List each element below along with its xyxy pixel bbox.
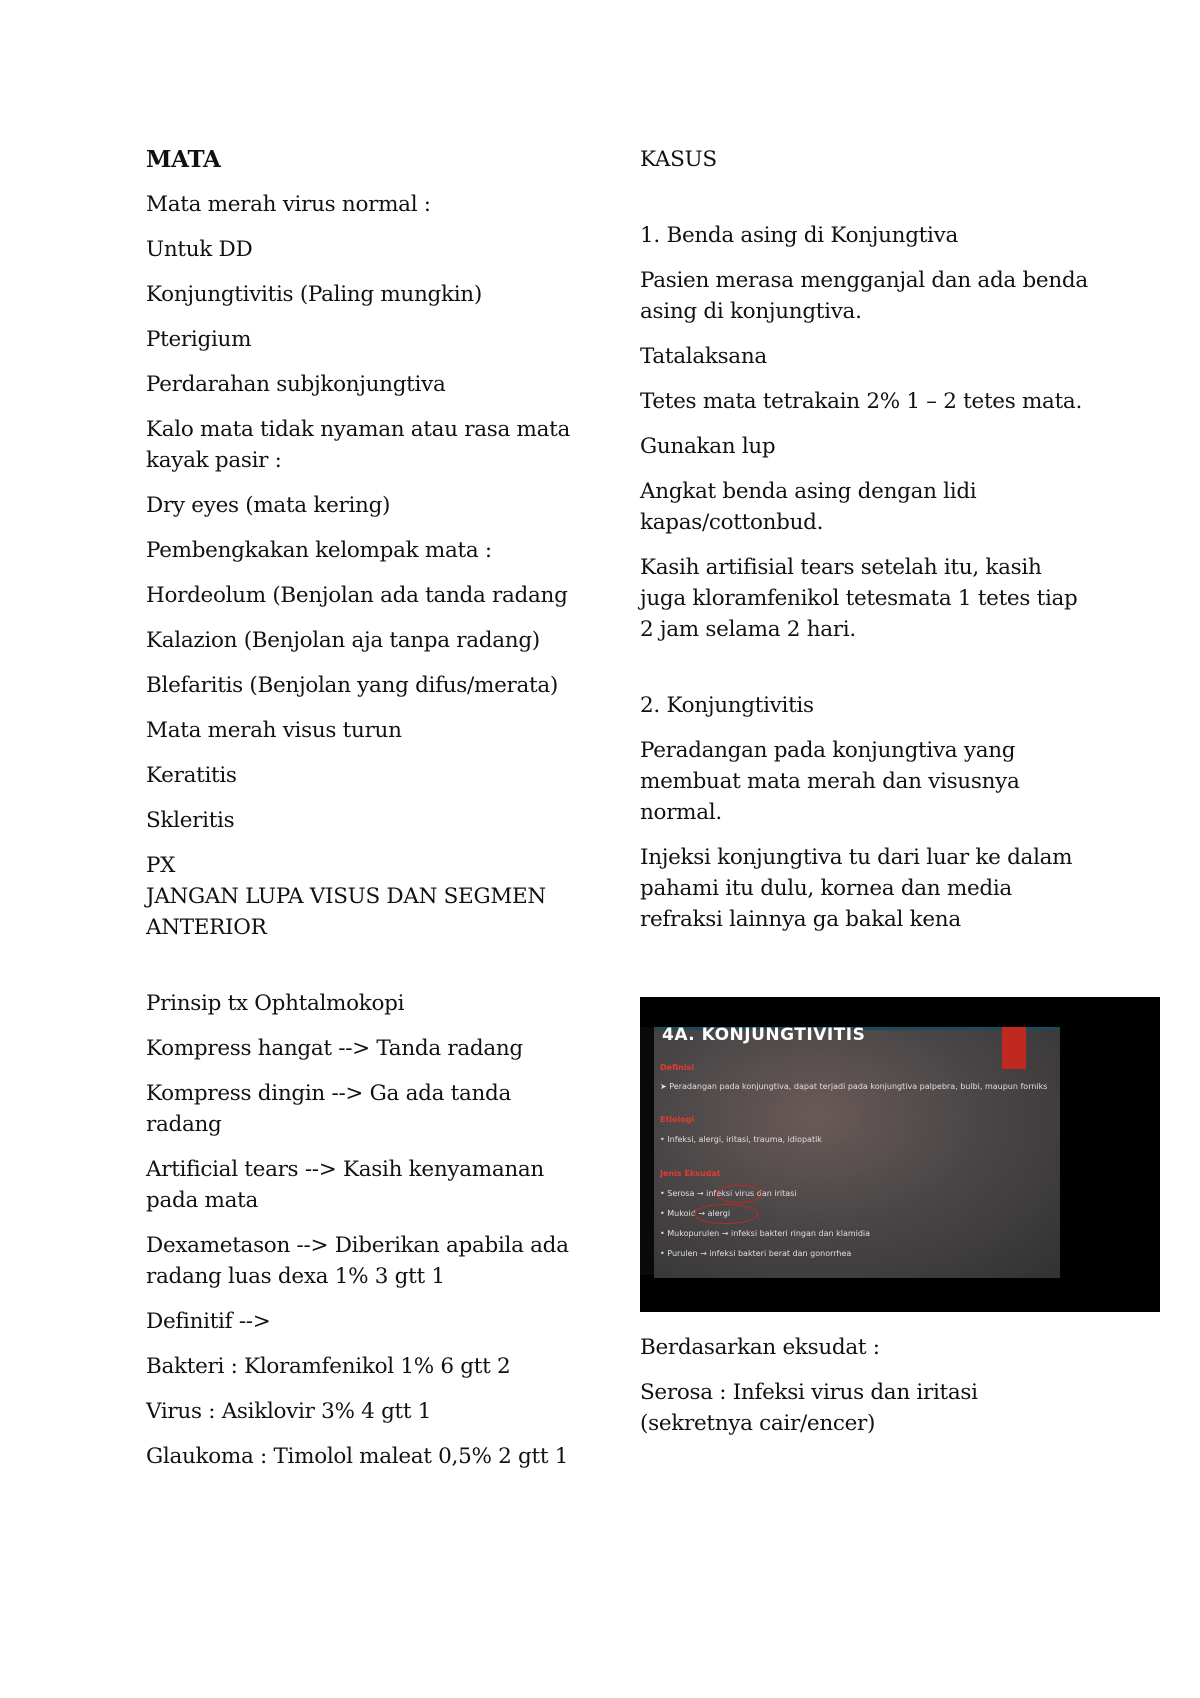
left-column xyxy=(146,144,586,1486)
case1-heading: 1. Benda asing di Konjungtiva xyxy=(640,223,958,248)
tx-line: Bakteri : Kloramfenikol 1% 6 gtt 2 xyxy=(146,1354,511,1379)
text-line: Mata merah virus normal : xyxy=(146,192,431,217)
spacer xyxy=(640,659,1090,690)
text-line: Mata merah visus turun xyxy=(146,718,402,743)
slide-background xyxy=(654,1027,1060,1278)
right-column xyxy=(640,144,1090,1453)
slide-heading: Etiologi xyxy=(660,1115,695,1124)
tx-line: Prinsip tx Ophtalmokopi xyxy=(146,991,405,1016)
slide-heading: Definisi xyxy=(660,1063,694,1072)
tx-line: Artificial tears --> Kasih kenyamanan pada mata xyxy=(146,1157,544,1213)
slide-line: ➤ Peradangan pada konjungtiva, dapat terjadi pada konjungtiva palpebra, bulbi, maupun forniks xyxy=(660,1082,1048,1091)
slide-screenshot xyxy=(640,997,1160,1312)
text-line: Hordeolum (Benjolan ada tanda radang xyxy=(146,583,568,608)
case1-line: Angkat benda asing dengan lidi kapas/cottonbud. xyxy=(640,479,977,535)
px-label: PX xyxy=(146,853,176,878)
text-line: Kalazion (Benjolan aja tanpa radang) xyxy=(146,628,540,653)
tx-line: Glaukoma : Timolol maleat 0,5% 2 gtt 1 xyxy=(146,1444,569,1469)
text-line: Perdarahan subjkonjungtiva xyxy=(146,372,446,397)
case1-line: Pasien merasa mengganjal dan ada benda asing di konjungtiva. xyxy=(640,268,1088,324)
slide-item: • Mukopurulen → infeksi bakteri ringan dan klamidia xyxy=(660,1229,871,1238)
slide-title: 4A. KONJUNGTIVITIS xyxy=(662,1025,866,1045)
case1-line: Kasih artifisial tears setelah itu, kasih juga kloramfenikol tetesmata 1 tetes tiap 2 jam selama 2 hari. xyxy=(640,555,1078,642)
case1-line: Tetes mata tetrakain 2% 1 – 2 tetes mata. xyxy=(640,389,1082,414)
case1-line: Tatalaksana xyxy=(640,344,767,369)
text-line: Kalo mata tidak nyaman atau rasa mata kayak pasir : xyxy=(146,417,570,473)
px-note: JANGAN LUPA VISUS DAN SEGMEN ANTERIOR xyxy=(146,884,546,940)
tx-line: Definitif --> xyxy=(146,1309,271,1334)
section-title-mata: MATA xyxy=(146,146,221,173)
slide-heading: Jenis Eksudat xyxy=(660,1169,721,1178)
spacer xyxy=(640,189,1090,220)
case2-line: Injeksi konjungtiva tu dari luar ke dalam pahami itu dulu, kornea dan media refraksi lainnya ga bakal kena xyxy=(640,845,1073,932)
case2-heading: 2. Konjungtivitis xyxy=(640,693,814,718)
tx-line: Virus : Asiklovir 3% 4 gtt 1 xyxy=(146,1399,432,1424)
tx-line: Kompress dingin --> Ga ada tanda radang xyxy=(146,1081,512,1137)
case2-line: Peradangan pada konjungtiva yang membuat mata merah dan visusnya normal. xyxy=(640,738,1020,825)
case1-line: Gunakan lup xyxy=(640,434,776,459)
tx-line: Kompress hangat --> Tanda radang xyxy=(146,1036,523,1061)
slide-item: • Mukoid → alergi xyxy=(660,1209,731,1218)
slide-line: • Infeksi, alergi, iritasi, trauma, idiopatik xyxy=(660,1135,822,1144)
after-line: Berdasarkan eksudat : xyxy=(640,1335,880,1360)
text-line: Untuk DD xyxy=(146,237,253,262)
text-line: Pterigium xyxy=(146,327,252,352)
text-line: Keratitis xyxy=(146,763,237,788)
text-line: Konjungtivitis (Paling mungkin) xyxy=(146,282,482,307)
section-title-kasus: KASUS xyxy=(640,147,717,172)
text-line: Blefaritis (Benjolan yang difus/merata) xyxy=(146,673,558,698)
slide-annotation-circle xyxy=(716,1185,762,1203)
slide-left-bar xyxy=(640,1027,654,1275)
text-line: Dry eyes (mata kering) xyxy=(146,493,391,518)
tx-line: Dexametason --> Diberikan apabila ada radang luas dexa 1% 3 gtt 1 xyxy=(146,1233,569,1289)
after-line: Serosa : Infeksi virus dan iritasi (sekretnya cair/encer) xyxy=(640,1380,978,1436)
text-line: Skleritis xyxy=(146,808,235,833)
slide-red-accent xyxy=(1002,1027,1026,1069)
spacer xyxy=(146,957,586,988)
slide-item: • Serosa → infeksi virus dan iritasi xyxy=(660,1189,797,1198)
slide-item: • Purulen → infeksi bakteri berat dan gonorrhea xyxy=(660,1249,852,1258)
slide-annotation-circle xyxy=(694,1204,758,1224)
text-line: Pembengkakan kelompak mata : xyxy=(146,538,492,563)
